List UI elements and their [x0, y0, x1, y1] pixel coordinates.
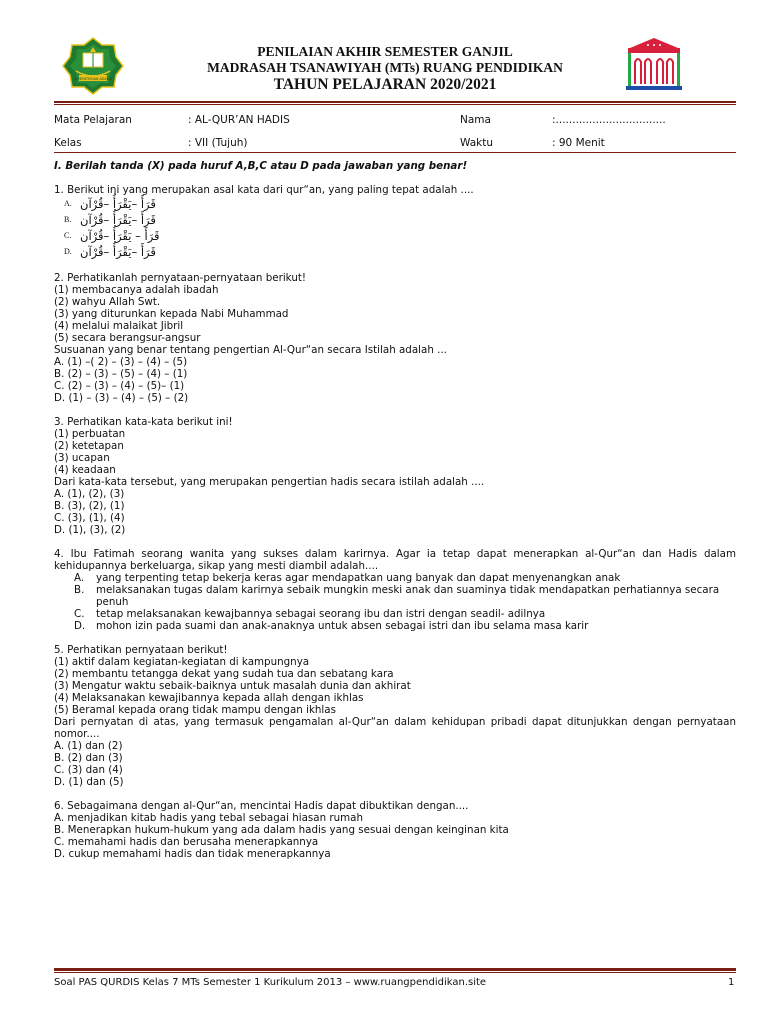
q3-option-b[interactable]: B. (3), (2), (1) — [54, 500, 125, 512]
q4-stem: 4. Ibu Fatimah seorang wanita yang sukses dalam karirnya. Agar ia tetap dapat menerapkan al-Qur“an dan Hadis dalam kehidupannya berkeluarga, sikap yang mesti diambil adalah.... — [54, 548, 736, 572]
q3-item: (2) ketetapan — [54, 440, 124, 452]
q3-item: (1) perbuatan — [54, 428, 126, 440]
q1-option-c[interactable] — [54, 228, 736, 244]
option-text: tetap melaksanakan kewajbannya sebagai seorang ibu dan istri dengan seadil- adilnya — [96, 608, 546, 620]
option-letter: D. — [74, 620, 86, 632]
option-arabic-text: قَرَأَ –يَقْرَأُ –قُرْآن — [80, 213, 156, 227]
q4-option-b[interactable] — [54, 584, 736, 608]
q3-option-a[interactable]: A. (1), (2), (3) — [54, 488, 125, 500]
header-line-2: MADRASAH TSANAWIYAH (MTs) RUANG PENDIDIKAN — [207, 60, 563, 75]
q5-option-b[interactable]: B. (2) dan (3) — [54, 752, 123, 764]
option-letter: D. — [64, 247, 72, 256]
q2-option-b[interactable]: B. (2) – (3) – (5) – (4) – (1) — [54, 368, 188, 380]
q5-statement: (2) membantu tetangga dekat yang sudah tua dan sebatang kara — [54, 668, 394, 680]
q2-statement: (4) melalui malaikat Jibril — [54, 320, 184, 332]
footer-text: Soal PAS QURDIS Kelas 7 MTs Semester 1 Kurikulum 2013 – www.ruangpendidikan.site — [54, 977, 487, 988]
option-letter: C. — [74, 608, 85, 620]
kemenag-logo-text: KEMENTERIAN AGAMA — [74, 76, 112, 81]
q3-stem: 3. Perhatikan kata-kata berikut ini! — [54, 416, 233, 428]
subject-label: Mata Pelajaran — [54, 114, 132, 126]
header-rule — [54, 101, 736, 103]
exam-header — [0, 0, 768, 100]
option-arabic-text: قَرَأَ –يَقْرَأُ –قُرْآن — [80, 197, 156, 211]
q6-option-d[interactable]: D. cukup memahami hadis dan tidak menerapkannya — [54, 848, 331, 860]
q6-option-c[interactable]: C. memahami hadis dan berusaha menerapkannya — [54, 836, 319, 848]
q2-statement: (5) secara berangsur-angsur — [54, 332, 201, 344]
q1-option-b[interactable] — [54, 212, 736, 228]
option-letter: B. — [64, 215, 72, 224]
option-arabic-text: قَرَأَ – يَقْرَأُ –قُرْآن — [80, 229, 160, 243]
option-arabic-text: قَرَأَ –يَقْرَأُ –قُرْآن — [80, 245, 156, 259]
q5-question: Dari pernyatan di atas, yang termasuk pengamalan al-Qur“an dalam kehidupan pribadi dapat ditunjukkan dengan pernyataan nomor.... — [54, 716, 736, 740]
q4-option-c[interactable] — [54, 608, 736, 620]
header-rule-thin — [54, 104, 736, 105]
q5-option-c[interactable]: C. (3) dan (4) — [54, 764, 123, 776]
question-body — [54, 160, 736, 860]
q3-item: (4) keadaan — [54, 464, 116, 476]
time-label: Waktu — [460, 137, 493, 149]
option-letter: B. — [74, 584, 85, 596]
kemenag-logo-icon — [62, 37, 124, 95]
option-letter: A. — [74, 572, 85, 584]
q2-option-c[interactable]: C. (2) – (3) – (4) – (5)– (1) — [54, 380, 185, 392]
instruction: I. Berilah tanda (X) pada huruf A,B,C atau D pada jawaban yang benar! — [54, 160, 468, 172]
time-value: : 90 Menit — [552, 137, 605, 149]
q1-option-a[interactable] — [54, 196, 736, 212]
q5-statement: (3) Mengatur waktu sebaik-baiknya untuk masalah dunia dan akhirat — [54, 680, 411, 692]
q6-stem: 6. Sebagaimana dengan al-Qur“an, mencintai Hadis dapat dibuktikan dengan.... — [54, 800, 469, 812]
q6-option-b[interactable]: B. Menerapkan hukum-hukum yang ada dalam hadis yang sesuai dengan keinginan kita — [54, 824, 509, 836]
q3-option-c[interactable]: C. (3), (1), (4) — [54, 512, 125, 524]
q5-statement: (5) Beramal kepada orang tidak mampu dengan ikhlas — [54, 704, 336, 716]
q2-option-d[interactable]: D. (1) – (3) – (4) – (5) – (2) — [54, 392, 189, 404]
info-rule — [54, 152, 736, 153]
q5-statement: (1) aktif dalam kegiatan-kegiatan di kampungnya — [54, 656, 310, 668]
q3-question: Dari kata-kata tersebut, yang merupakan pengertian hadis secara istilah adalah .... — [54, 476, 485, 488]
footer-rule — [54, 968, 736, 971]
option-letter: C. — [64, 231, 72, 240]
footer-rule-thin — [54, 972, 736, 973]
school-building-logo-icon — [622, 36, 686, 94]
q4-option-d[interactable] — [54, 620, 736, 632]
header-line-3: TAHUN PELAJARAN 2020/2021 — [273, 76, 497, 93]
name-label: Nama — [460, 114, 491, 126]
name-field[interactable]: :................................. — [552, 114, 666, 126]
option-text: melaksanakan tugas dalam karirnya sebaik mungkin meski anak dan suaminya tidak mendapatkan perhatiannya secara penuh — [96, 584, 720, 608]
q5-stem: 5. Perhatikan pernyataan berikut! — [54, 644, 228, 656]
q6-option-a[interactable]: A. menjadikan kitab hadis yang tebal sebagai hiasan rumah — [54, 812, 364, 824]
q2-option-a[interactable]: A. (1) –( 2) – (3) – (4) – (5) — [54, 356, 188, 368]
option-text: mohon izin pada suami dan anak-anaknya untuk absen sebagai istri dan ibu selama masa karir — [96, 620, 589, 632]
q5-option-d[interactable]: D. (1) dan (5) — [54, 776, 124, 788]
q5-statement: (4) Melaksanakan kewajibannya kepada allah dengan ikhlas — [54, 692, 364, 704]
header-line-1: PENILAIAN AKHIR SEMESTER GANJIL — [257, 44, 513, 59]
q2-statement: (2) wahyu Allah Swt. — [54, 296, 161, 308]
q3-option-d[interactable]: D. (1), (3), (2) — [54, 524, 126, 536]
q2-question: Susuanan yang benar tentang pengertian Al-Qur“an secara Istilah adalah ... — [54, 344, 447, 356]
class-label: Kelas — [54, 137, 82, 149]
q1-option-d[interactable] — [54, 244, 736, 260]
q2-statement: (3) yang diturunkan kepada Nabi Muhammad — [54, 308, 289, 320]
q2-stem: 2. Perhatikanlah pernyataan-pernyataan berikut! — [54, 272, 307, 284]
page-number: 1 — [728, 977, 735, 988]
q2-statement: (1) membacanya adalah ibadah — [54, 284, 219, 296]
option-text: yang terpenting tetap bekerja keras agar mendapatkan uang banyak dan dapat menyenangkan anak — [96, 572, 621, 584]
q5-option-a[interactable]: A. (1) dan (2) — [54, 740, 123, 752]
class-value: : VII (Tujuh) — [188, 137, 248, 149]
option-letter: A. — [64, 199, 72, 208]
q3-item: (3) ucapan — [54, 452, 110, 464]
subject-value: : AL-QUR’AN HADIS — [188, 114, 290, 126]
q1-stem: 1. Berikut ini yang merupakan asal kata dari qur“an, yang paling tepat adalah .... — [54, 184, 474, 196]
q4-option-a[interactable] — [54, 572, 736, 584]
